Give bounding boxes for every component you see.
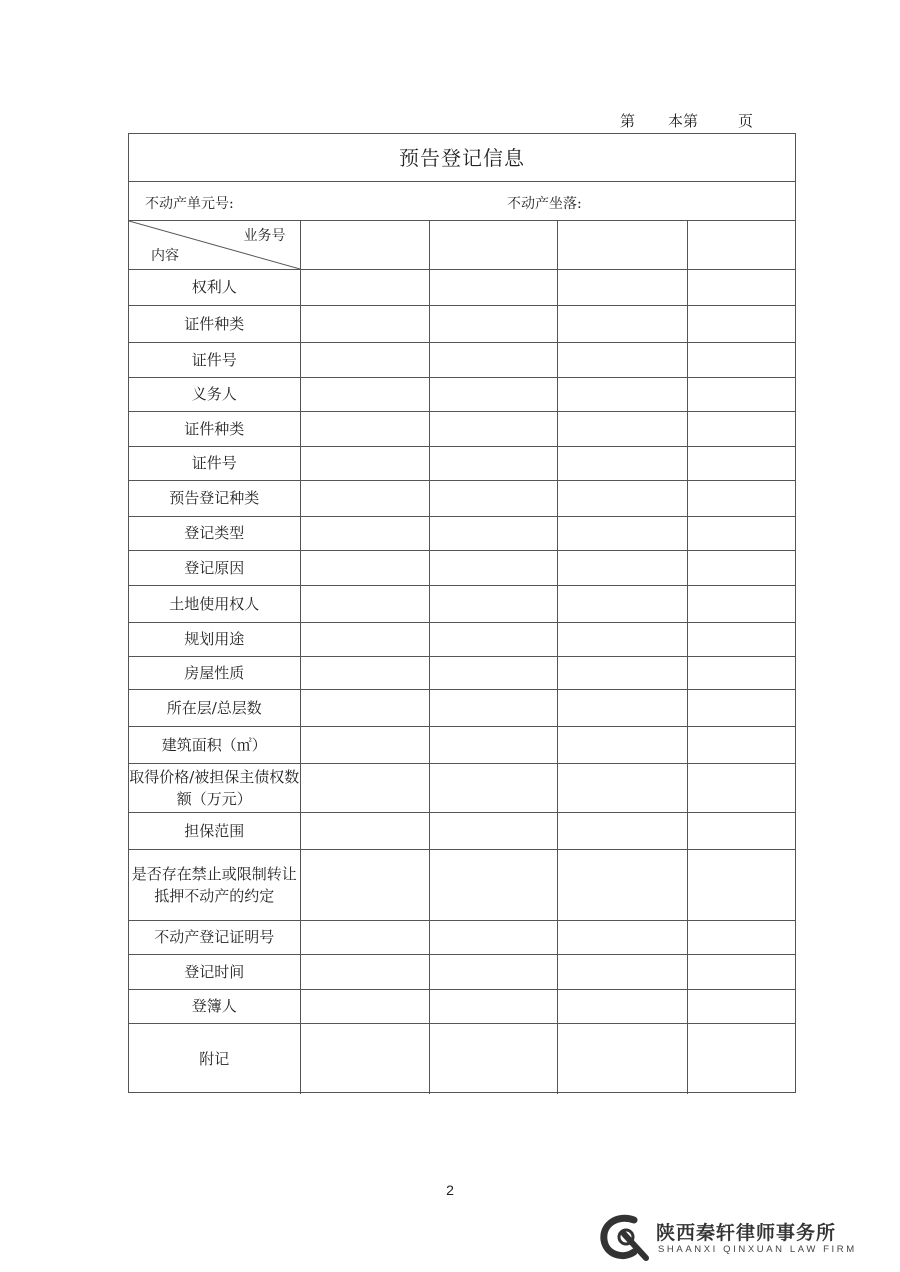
row-label: 义务人 <box>129 377 300 411</box>
value-cell[interactable] <box>429 622 557 656</box>
table-row <box>129 656 795 689</box>
business-number-header: 业务号 <box>243 228 286 244</box>
value-cell[interactable] <box>429 446 557 480</box>
value-cell[interactable] <box>687 920 795 954</box>
table-row <box>129 954 795 989</box>
unit-number-label: 不动产单元号: <box>145 196 234 212</box>
firm-name: 陕西秦轩律师事务所 <box>656 1222 837 1244</box>
registration-form <box>128 133 796 1093</box>
row-label: 是否存在禁止或限制转让抵押不动产的约定 <box>129 849 300 920</box>
value-cell[interactable] <box>557 989 687 1023</box>
value-cell[interactable] <box>687 342 795 377</box>
value-cell[interactable] <box>687 622 795 656</box>
value-cell[interactable] <box>687 585 795 622</box>
value-cell[interactable] <box>687 305 795 342</box>
value-cell[interactable] <box>300 689 429 726</box>
header-page-suffix: 页 <box>738 112 754 130</box>
business-number-cell[interactable] <box>429 221 557 269</box>
value-cell[interactable] <box>557 585 687 622</box>
value-cell[interactable] <box>557 689 687 726</box>
value-cell[interactable] <box>687 989 795 1023</box>
table-row <box>129 480 795 516</box>
firm-logo-icon <box>596 1212 652 1262</box>
table-row <box>129 269 795 305</box>
row-label: 登记类型 <box>129 516 300 550</box>
value-cell[interactable] <box>687 446 795 480</box>
value-cell[interactable] <box>687 763 795 812</box>
value-cell[interactable] <box>687 550 795 585</box>
business-number-cell[interactable] <box>300 221 429 269</box>
header-volume-page: 本第 <box>668 112 699 130</box>
value-cell[interactable] <box>429 726 557 763</box>
value-cell[interactable] <box>429 305 557 342</box>
value-cell[interactable] <box>687 516 795 550</box>
value-cell[interactable] <box>557 954 687 989</box>
row-label: 登记原因 <box>129 550 300 585</box>
value-cell[interactable] <box>557 269 687 305</box>
row-label: 所在层/总层数 <box>129 689 300 726</box>
value-cell[interactable] <box>557 446 687 480</box>
value-cell[interactable] <box>557 305 687 342</box>
value-cell[interactable] <box>300 377 429 411</box>
value-cell[interactable] <box>300 849 429 920</box>
value-cell[interactable] <box>300 411 429 446</box>
value-cell[interactable] <box>557 377 687 411</box>
value-cell[interactable] <box>300 550 429 585</box>
value-cell[interactable] <box>557 480 687 516</box>
header-volume-prefix: 第 <box>620 112 636 130</box>
firm-name-english: SHAANXI QINXUAN LAW FIRM <box>658 1244 857 1255</box>
value-cell[interactable] <box>429 550 557 585</box>
value-cell[interactable] <box>687 480 795 516</box>
value-cell[interactable] <box>687 411 795 446</box>
value-cell[interactable] <box>429 812 557 849</box>
value-cell[interactable] <box>429 269 557 305</box>
row-label: 担保范围 <box>129 812 300 849</box>
row-label: 证件号 <box>129 342 300 377</box>
value-cell[interactable] <box>687 656 795 689</box>
value-cell[interactable] <box>300 585 429 622</box>
value-cell[interactable] <box>557 550 687 585</box>
table-row <box>129 763 795 812</box>
value-cell[interactable] <box>429 411 557 446</box>
table-row <box>129 411 795 446</box>
value-cell[interactable] <box>687 689 795 726</box>
row-label: 权利人 <box>129 269 300 305</box>
table-row <box>129 1023 795 1094</box>
firm-logo <box>596 1212 857 1262</box>
value-cell[interactable] <box>557 726 687 763</box>
row-label: 登簿人 <box>129 989 300 1023</box>
value-cell[interactable] <box>557 342 687 377</box>
row-label: 预告登记种类 <box>129 480 300 516</box>
value-cell[interactable] <box>300 1023 429 1094</box>
row-label: 附记 <box>129 1023 300 1094</box>
table-row <box>129 305 795 342</box>
form-title: 预告登记信息 <box>129 134 795 182</box>
value-cell[interactable] <box>429 377 557 411</box>
value-cell[interactable] <box>300 763 429 812</box>
value-cell[interactable] <box>429 1023 557 1094</box>
value-cell[interactable] <box>300 516 429 550</box>
value-cell[interactable] <box>429 480 557 516</box>
value-cell[interactable] <box>687 726 795 763</box>
value-cell[interactable] <box>429 920 557 954</box>
value-cell[interactable] <box>557 516 687 550</box>
table-row <box>129 849 795 920</box>
table-row <box>129 342 795 377</box>
row-label: 登记时间 <box>129 954 300 989</box>
table-row <box>129 446 795 480</box>
value-cell[interactable] <box>300 656 429 689</box>
value-cell[interactable] <box>557 656 687 689</box>
value-cell[interactable] <box>300 622 429 656</box>
row-label: 证件种类 <box>129 305 300 342</box>
value-cell[interactable] <box>300 480 429 516</box>
value-cell[interactable] <box>429 516 557 550</box>
table-header-row <box>129 221 795 269</box>
table-row <box>129 622 795 656</box>
value-cell[interactable] <box>557 622 687 656</box>
row-label: 取得价格/被担保主债权数额（万元） <box>129 763 300 812</box>
value-cell[interactable] <box>687 1023 795 1094</box>
value-cell[interactable] <box>557 411 687 446</box>
value-cell[interactable] <box>687 954 795 989</box>
table-row <box>129 377 795 411</box>
value-cell[interactable] <box>557 920 687 954</box>
table-row <box>129 812 795 849</box>
value-cell[interactable] <box>429 989 557 1023</box>
row-label: 证件号 <box>129 446 300 480</box>
business-number-cell[interactable] <box>687 221 795 269</box>
value-cell[interactable] <box>300 342 429 377</box>
row-label: 规划用途 <box>129 622 300 656</box>
business-number-cell[interactable] <box>557 221 687 269</box>
value-cell[interactable] <box>557 1023 687 1094</box>
value-cell[interactable] <box>300 446 429 480</box>
value-cell[interactable] <box>429 689 557 726</box>
table-row <box>129 689 795 726</box>
table-row <box>129 516 795 550</box>
table-row <box>129 585 795 622</box>
value-cell[interactable] <box>300 920 429 954</box>
info-row <box>129 182 795 221</box>
value-cell[interactable] <box>429 342 557 377</box>
row-label: 证件种类 <box>129 411 300 446</box>
location-label: 不动产坐落: <box>507 196 582 212</box>
row-label: 土地使用权人 <box>129 585 300 622</box>
value-cell[interactable] <box>557 812 687 849</box>
value-cell[interactable] <box>300 954 429 989</box>
value-cell[interactable] <box>300 726 429 763</box>
value-cell[interactable] <box>300 269 429 305</box>
value-cell[interactable] <box>557 763 687 812</box>
form-table <box>129 221 795 1094</box>
value-cell[interactable] <box>429 954 557 989</box>
table-row <box>129 920 795 954</box>
corner-cell <box>129 221 300 269</box>
value-cell[interactable] <box>687 377 795 411</box>
table-row <box>129 550 795 585</box>
row-label: 房屋性质 <box>129 656 300 689</box>
row-label: 不动产登记证明号 <box>129 920 300 954</box>
value-cell[interactable] <box>557 849 687 920</box>
page-number: 2 <box>446 1182 454 1198</box>
value-cell[interactable] <box>300 989 429 1023</box>
value-cell[interactable] <box>429 849 557 920</box>
table-row <box>129 726 795 763</box>
value-cell[interactable] <box>300 305 429 342</box>
value-cell[interactable] <box>429 585 557 622</box>
value-cell[interactable] <box>687 812 795 849</box>
value-cell[interactable] <box>429 763 557 812</box>
table-row <box>129 989 795 1023</box>
value-cell[interactable] <box>687 269 795 305</box>
content-header: 内容 <box>151 247 179 264</box>
row-label: 建筑面积（㎡） <box>129 726 300 763</box>
value-cell[interactable] <box>429 656 557 689</box>
value-cell[interactable] <box>687 849 795 920</box>
value-cell[interactable] <box>300 812 429 849</box>
